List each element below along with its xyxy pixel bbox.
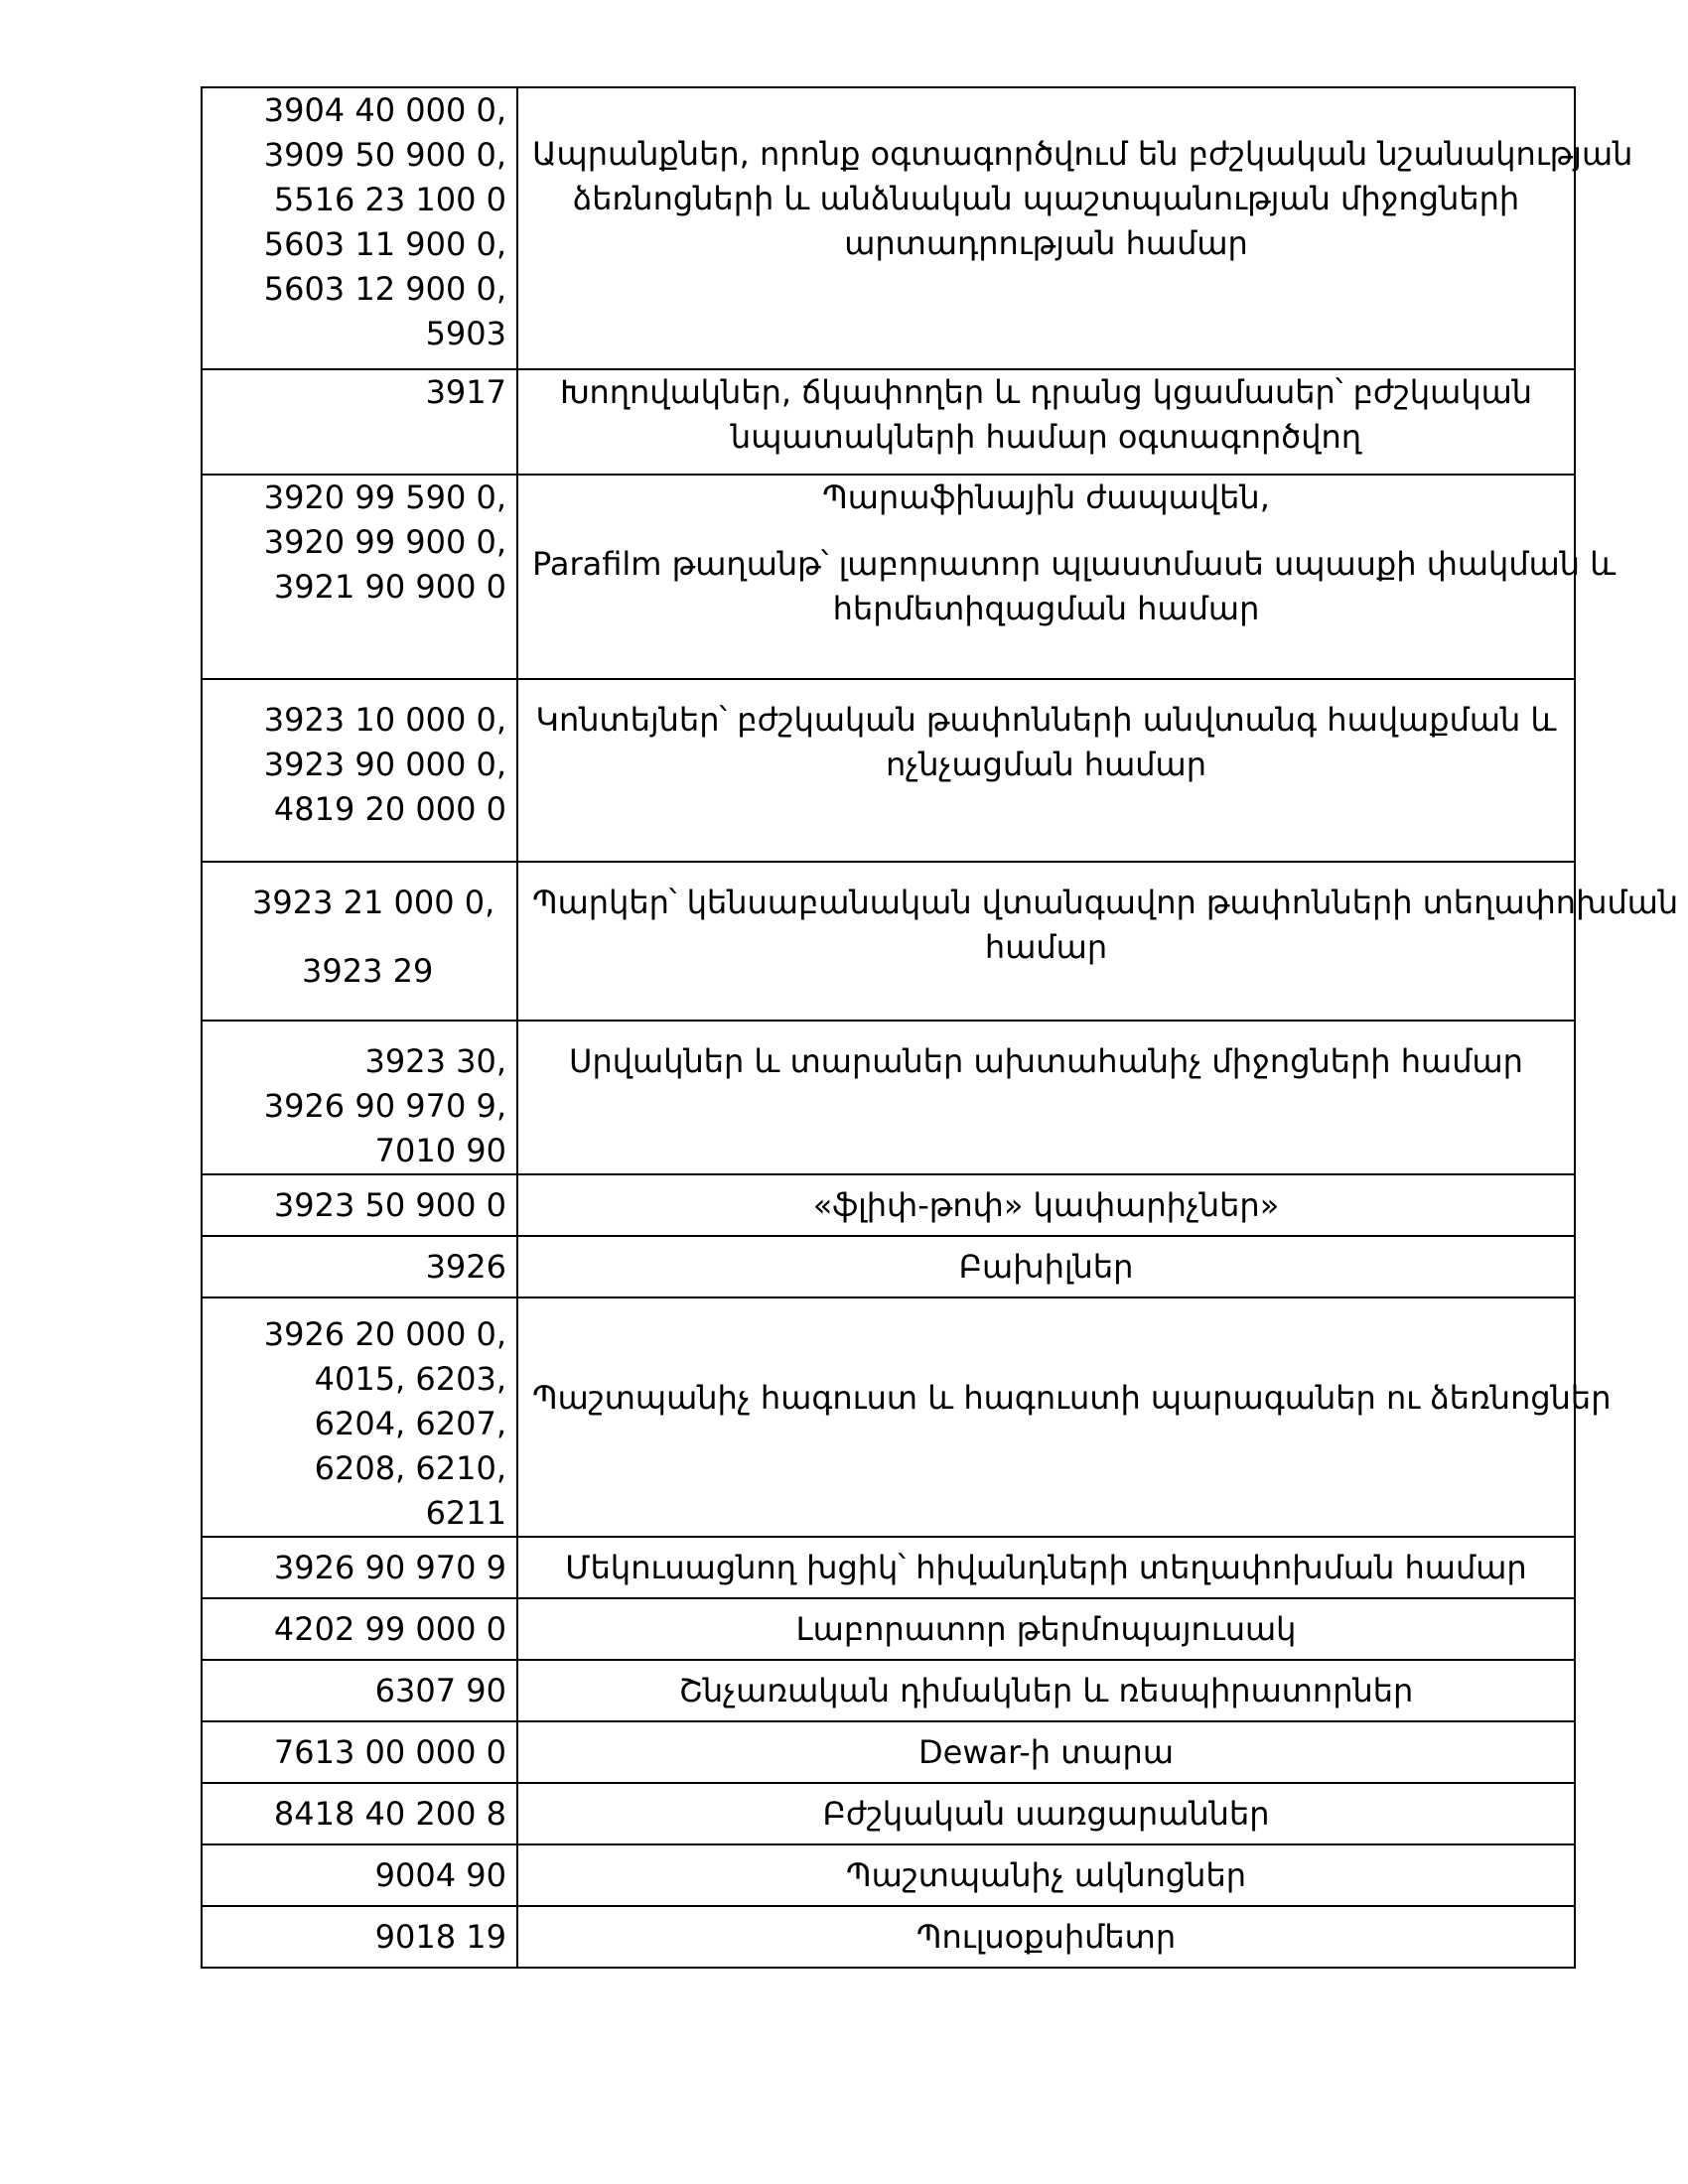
description-line: արտադրության համար — [844, 224, 1248, 262]
code-line: 3904 40 000 0, — [263, 91, 506, 129]
code-line: 3923 10 000 0, — [263, 701, 506, 739]
code-line: 5516 23 100 0 — [273, 181, 506, 218]
description-line: Խողովակներ, ճկափողեր և դրանց կցամասեր՝ բժշկական — [559, 373, 1533, 411]
description-line: Բախիլներ — [958, 1248, 1134, 1286]
table-row — [202, 1537, 1575, 1598]
description-line: Պաշտպանիչ ակնոցներ — [845, 1856, 1247, 1894]
description-line: Պաշտպանիչ հագուստ և հագուստի պարագաներ ու ձեռնոցներ — [532, 1379, 1612, 1417]
description-cell — [517, 1906, 1575, 1968]
code-line: 5603 11 900 0, — [263, 225, 506, 263]
table-row — [202, 1021, 1575, 1174]
description-line: նպատակների համար օգտագործվող — [730, 418, 1362, 456]
table-row — [202, 1721, 1575, 1783]
code-cell — [202, 1721, 517, 1783]
code-line: 8418 40 200 8 — [273, 1795, 506, 1833]
description-line: ձեռնոցների և անձնական պաշտպանության միջոցների — [572, 180, 1520, 217]
code-line: 3926 90 970 9 — [273, 1549, 506, 1586]
code-line: 3909 50 900 0, — [263, 136, 506, 174]
description-cell — [517, 1236, 1575, 1297]
code-line: 6307 90 — [374, 1672, 506, 1709]
table-row — [202, 679, 1575, 862]
description-cell — [517, 1721, 1575, 1783]
description-cell — [517, 679, 1575, 862]
code-line: 5903 — [425, 315, 506, 352]
table-row — [202, 862, 1575, 1021]
code-line: 3926 90 970 9, — [263, 1087, 506, 1125]
code-cell — [202, 1906, 517, 1968]
code-line: 7613 00 000 0 — [273, 1733, 506, 1771]
table-row — [202, 1844, 1575, 1906]
code-cell — [202, 679, 517, 862]
code-line: 5603 12 900 0, — [263, 270, 506, 308]
code-cell — [202, 1236, 517, 1297]
description-title: Պարաֆինային ժապավեն, — [822, 478, 1270, 516]
description-line: Մեկուսացնող խցիկ՝ հիվանդների տեղափոխման համար — [565, 1549, 1527, 1586]
description-cell — [517, 1021, 1575, 1174]
code-line: 3923 50 900 0 — [273, 1186, 506, 1224]
code-line: 3921 90 900 0 — [273, 568, 506, 606]
code-line: 3923 21 000 0, — [252, 884, 495, 921]
description-line: Պարկեր՝ կենսաբանական վտանգավոր թափոնների տեղափոխման — [532, 884, 1679, 921]
description-line: «ֆլիփ-թոփ» կափարիչներ» — [812, 1186, 1280, 1224]
table-row — [202, 1660, 1575, 1721]
table-row — [202, 1598, 1575, 1660]
description-cell — [517, 1660, 1575, 1721]
description-cell — [517, 1174, 1575, 1236]
code-line: 3920 99 900 0, — [263, 523, 506, 561]
description-line: Պուլսօքսիմետր — [915, 1918, 1177, 1956]
description-line: Լաբորատոր թերմոպայուսակ — [795, 1610, 1297, 1648]
code-cell — [202, 1844, 517, 1906]
code-line: 3917 — [425, 373, 506, 411]
table-row — [202, 1236, 1575, 1297]
code-cell — [202, 1174, 517, 1236]
code-cell — [202, 87, 517, 369]
code-cell — [202, 475, 517, 679]
description-line: Ապրանքներ, որոնք օգտագործվում են բժշկական նշանակության — [532, 135, 1633, 173]
table-row — [202, 87, 1575, 369]
description-cell — [517, 1844, 1575, 1906]
description-line: հերմետիզացման համար — [832, 590, 1260, 627]
description-cell — [517, 1598, 1575, 1660]
description-line: Կոնտեյներ՝ բժշկական թափոնների անվտանգ հավաքման և — [535, 701, 1557, 739]
description-cell — [517, 87, 1633, 369]
description-cell — [517, 862, 1679, 1021]
code-line: 4202 99 000 0 — [273, 1610, 506, 1648]
code-line: 4819 20 000 0 — [273, 790, 506, 828]
code-line: 3923 30, — [364, 1042, 506, 1080]
code-cell — [202, 1598, 517, 1660]
code-cell — [202, 1660, 517, 1721]
description-line: համար — [984, 928, 1108, 966]
description-cell — [517, 1537, 1575, 1598]
code-line: 3923 29 — [302, 952, 434, 990]
table-row — [202, 1783, 1575, 1844]
table-row — [202, 1906, 1575, 1968]
code-line: 6204, 6207, — [314, 1405, 506, 1442]
description-line: Parafilm թաղանթ՝ լաբորատոր պլաստմասե սպասքի փակման և — [532, 545, 1617, 583]
code-line: 3926 — [425, 1248, 506, 1286]
code-line: 6208, 6210, — [314, 1449, 506, 1487]
description-line: Բժշկական սառցարաններ — [822, 1795, 1270, 1833]
code-line: 3923 90 000 0, — [263, 746, 506, 783]
code-line: 9018 19 — [374, 1918, 506, 1956]
description-line: Dewar-ի տարա — [918, 1733, 1174, 1771]
table-row — [202, 369, 1575, 475]
code-line: 9004 90 — [374, 1856, 506, 1894]
table-row — [202, 1174, 1575, 1236]
code-line: 3926 20 000 0, — [263, 1315, 506, 1353]
description-line: Շնչառական դիմակներ և ռեսպիրատորներ — [678, 1672, 1414, 1709]
code-line: 3920 99 590 0, — [263, 478, 506, 516]
code-cell — [202, 1021, 517, 1174]
table-row — [202, 475, 1575, 679]
description-line: ոչնչացման համար — [886, 746, 1206, 783]
code-line: 7010 90 — [374, 1132, 506, 1169]
description-cell — [517, 475, 1617, 679]
code-cell — [202, 862, 517, 1021]
description-cell — [517, 369, 1575, 475]
code-cell — [202, 1783, 517, 1844]
description-cell — [517, 1783, 1575, 1844]
code-line: 4015, 6203, — [314, 1360, 506, 1398]
description-cell — [517, 1297, 1612, 1537]
customs-codes-table — [201, 86, 1679, 1969]
table-row — [202, 1297, 1575, 1537]
code-cell — [202, 369, 517, 475]
description-line: Սրվակներ և տարաներ ախտահանիչ միջոցների համար — [569, 1042, 1523, 1080]
code-cell — [202, 1537, 517, 1598]
code-cell — [202, 1297, 517, 1537]
code-line: 6211 — [425, 1494, 506, 1532]
